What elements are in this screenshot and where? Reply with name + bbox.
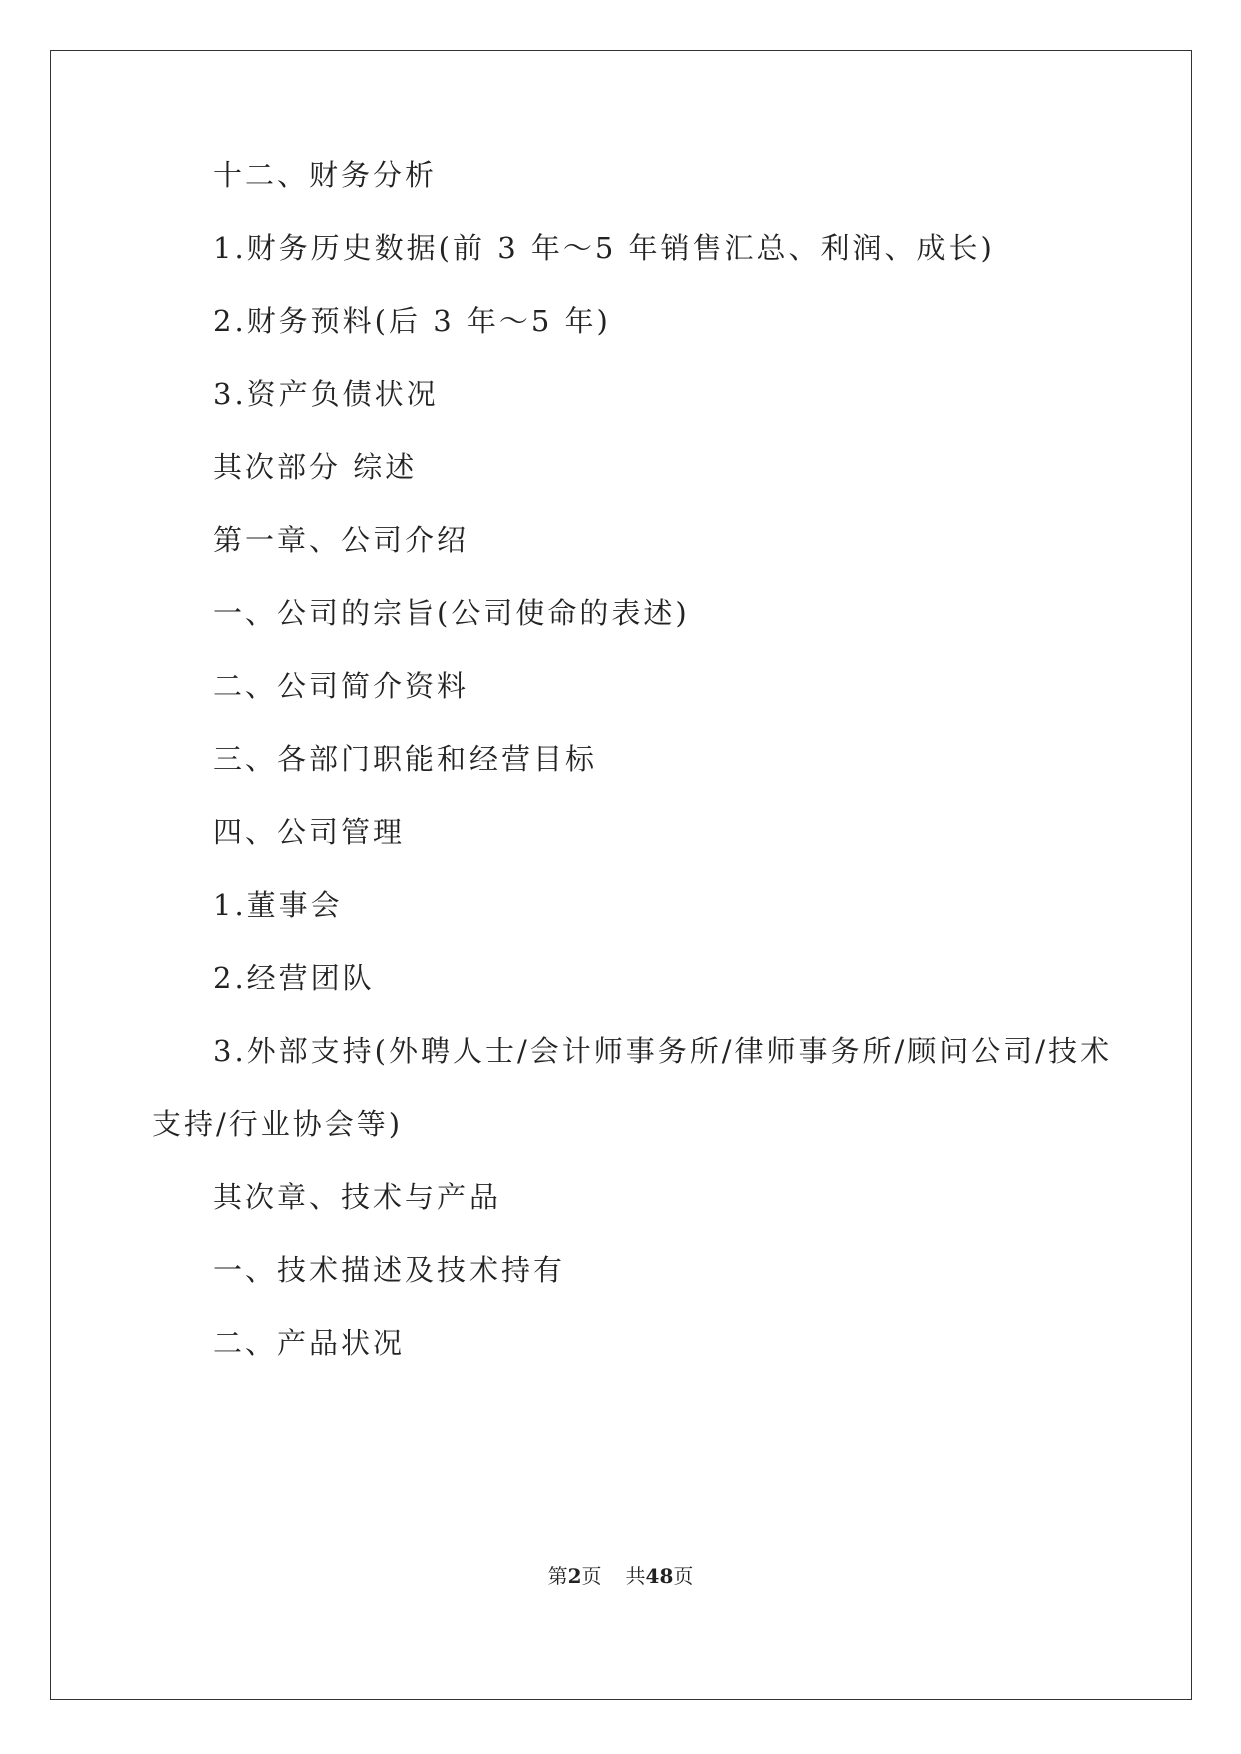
list-item: 四、公司管理 [213,815,406,849]
total-suffix: 页 [673,1564,694,1588]
page-prefix: 第 [547,1564,568,1588]
total-pages: 48 [645,1564,674,1588]
list-item: 二、产品状况 [213,1326,406,1360]
list-item-continuation: 支持/行业协会等) [152,1107,404,1141]
page-suffix: 页 [581,1564,602,1588]
chapter-heading: 其次章、技术与产品 [213,1180,502,1214]
page-frame [50,50,1192,1700]
total-prefix: 共 [625,1564,646,1588]
list-item: 三、各部门职能和经营目标 [213,742,598,776]
heading-financial-analysis: 十二、财务分析 [213,158,438,192]
list-item: 二、公司简介资料 [213,669,470,703]
list-item: 3.外部支持(外聘人士/会计师事务所/律师事务所/顾问公司/技术 [213,1034,1113,1068]
page-number: 2 [567,1564,582,1588]
list-item: 一、公司的宗旨(公司使命的表述) [213,596,690,630]
list-item: 3.资产负债状况 [213,377,439,411]
list-item: 2.财务预料(后 3 年～5 年) [213,304,611,338]
page-footer [0,1566,1241,1586]
section-heading: 其次部分 综述 [213,450,418,484]
list-item: 1.董事会 [213,888,343,922]
list-item: 2.经营团队 [213,961,375,995]
list-item: 一、技术描述及技术持有 [213,1253,566,1287]
list-item: 1.财务历史数据(前 3 年～5 年销售汇总、利润、成长) [213,231,995,265]
chapter-heading: 第一章、公司介绍 [213,523,470,557]
